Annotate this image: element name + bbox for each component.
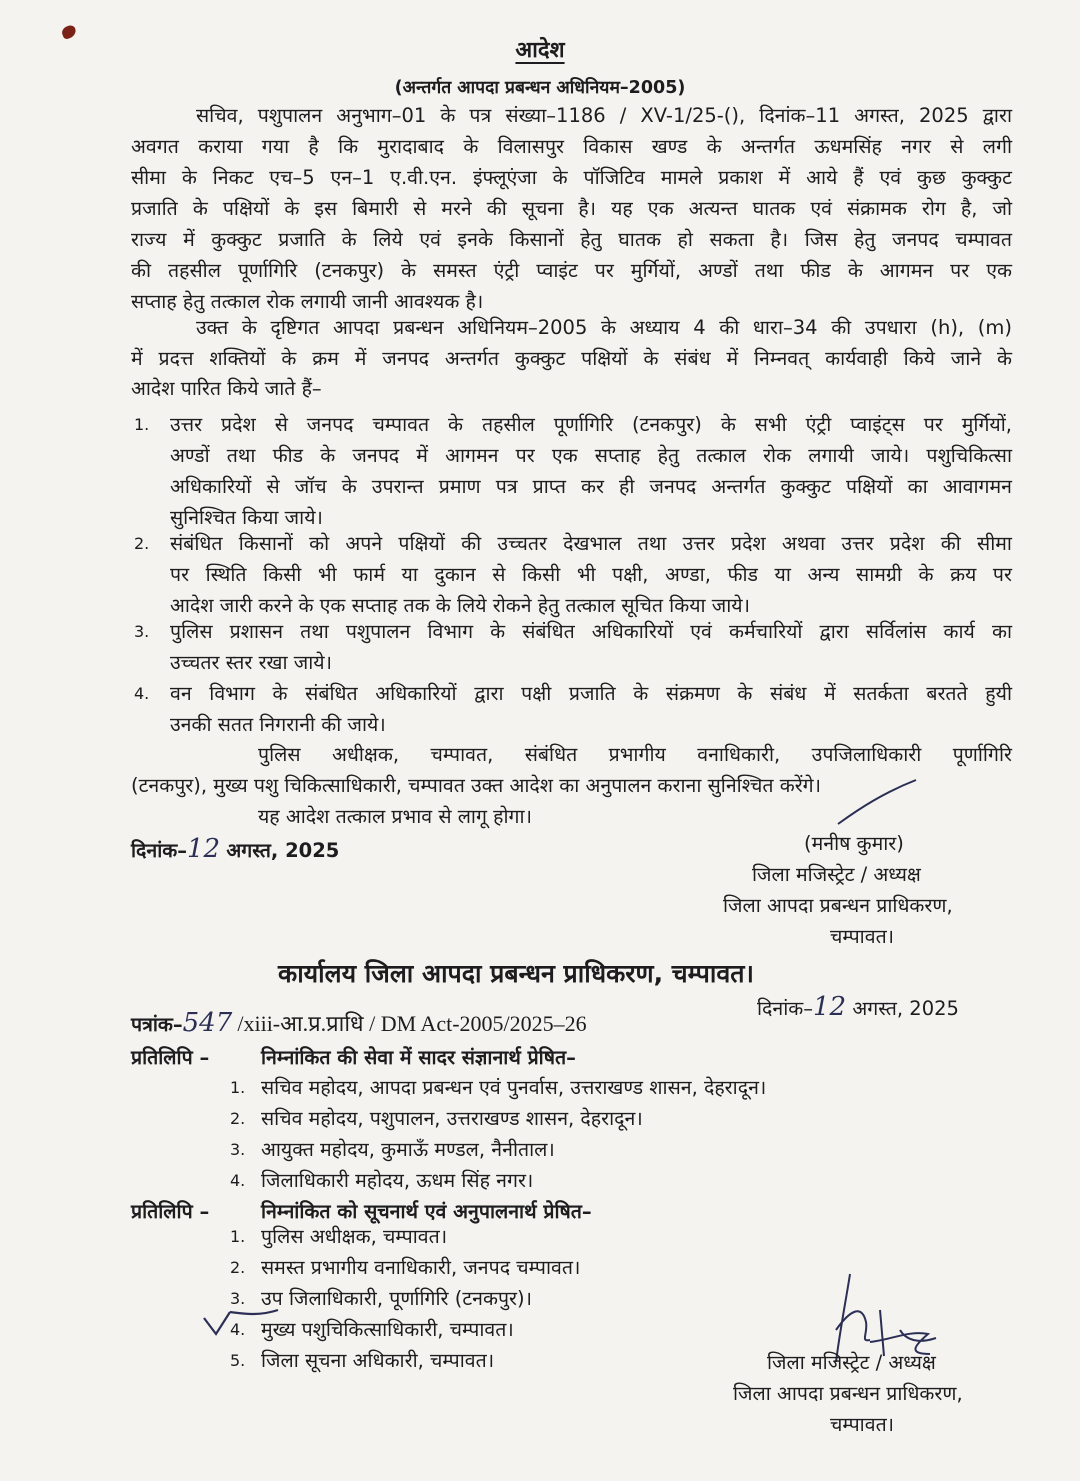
point-line: उनकी सतत निगरानी की जाये। — [170, 713, 386, 736]
para1-line: सप्ताह हेतु तत्काल रोक लगायी जानी आवश्यक है। — [131, 290, 484, 313]
copy-label: प्रतिलिपि – — [131, 1200, 210, 1223]
copy-item-number: 3. — [230, 1289, 246, 1308]
copy-item: पुलिस अधीक्षक, चम्पावत। — [261, 1225, 448, 1248]
copy-label: प्रतिलिपि – — [131, 1046, 210, 1069]
letter-number — [131, 1008, 587, 1038]
para1-line: की तहसील पूर्णागिरि (टनकपुर) के समस्त एंट्री प्वाइंट पर मुर्गियों, अण्डों तथा फीड के आगमन पर एक — [131, 259, 1012, 282]
date-month-year: अगस्त, 2025 — [852, 997, 959, 1020]
para1-line: सचिव, पशुपालन अनुभाग–01 के पत्र संख्या–1186 / XV-1/25-(), दिनांक–11 अगस्त, 2025 द्वारा — [196, 104, 1012, 127]
office-date — [757, 992, 959, 1022]
signatory-place: चम्पावत। — [830, 925, 895, 948]
check-mark-icon — [200, 1300, 280, 1340]
point-number: 4. — [134, 684, 150, 703]
date-label: दिनांक– — [131, 839, 188, 862]
para3-line: यह आदेश तत्काल प्रभाव से लागू होगा। — [258, 805, 532, 828]
handwritten-date-day: 12 — [187, 834, 221, 864]
point-line: सुनिश्चित किया जाये। — [170, 506, 323, 529]
signatory-authority: जिला आपदा प्रबन्धन प्राधिकरण, — [723, 894, 953, 917]
copy-item: जिलाधिकारी महोदय, ऊधम सिंह नगर। — [261, 1169, 534, 1192]
para3-line: पुलिस अधीक्षक, चम्पावत, संबंधित प्रभागीय वनाधिकारी, उपजिलाधिकारी पूर्णागिरि — [258, 743, 1012, 766]
copy-item: समस्त प्रभागीय वनाधिकारी, जनपद चम्पावत। — [261, 1256, 581, 1279]
point-line: अधिकारियों से जॉच के उपरान्त प्रमाण पत्र प्राप्त कर ही जनपद अन्तर्गत कुक्कुट पक्षियों का आवागमन — [170, 475, 1012, 498]
footer-signatory-place: चम्पावत। — [830, 1413, 895, 1436]
point-number: 1. — [134, 415, 150, 434]
copy-heading: निम्नांकित को सूचनार्थ एवं अनुपालनार्थ प्रेषित– — [261, 1200, 592, 1223]
copy-item: जिला सूचना अधिकारी, चम्पावत। — [261, 1349, 495, 1372]
copy-item-number: 5. — [230, 1351, 246, 1370]
order-title: आदेश — [515, 38, 565, 63]
date-label: दिनांक– — [757, 997, 814, 1020]
copy-item-number: 1. — [230, 1078, 246, 1097]
para1-line: राज्य में कुक्कुट प्रजाति के लिये एवं इनके किसानों हेतु घातक हो सकता है। जिस हेतु जनपद चम्पावत — [131, 228, 1012, 251]
copy-item: आयुक्त महोदय, कुमाऊँ मण्डल, नैनीताल। — [261, 1138, 555, 1161]
order-date — [131, 834, 339, 864]
copy-item-number: 3. — [230, 1140, 246, 1159]
copy-item-number: 1. — [230, 1227, 246, 1246]
para1-line: अवगत कराया गया है कि मुरादाबाद के विलासपुर विकास खण्ड के अन्तर्गत ऊधमसिंह नगर से लगी — [131, 135, 1012, 158]
handwritten-letter-number: 547 — [182, 1008, 233, 1038]
copy-item-number: 4. — [230, 1171, 246, 1190]
copy-heading: निम्नांकित की सेवा में सादर संज्ञानार्थ प्रेषित– — [261, 1046, 576, 1069]
para2-line: उक्त के दृष्टिगत आपदा प्रबन्धन अधिनियम–2005 के अध्याय 4 की धारा–34 की उपधारा (h), (m) — [196, 316, 1012, 339]
para1-line: प्रजाति के पक्षियों के इस बिमारी से मरने की सूचना है। यह एक अत्यन्त घातक एवं संक्रामक रोग है, जो — [131, 197, 1012, 220]
office-heading: कार्यालय जिला आपदा प्रबन्धन प्राधिकरण, चम्पावत। — [278, 959, 754, 988]
copy-item-number: 2. — [230, 1258, 246, 1277]
handwritten-date-day: 12 — [813, 992, 847, 1022]
order-subtitle: (अन्तर्गत आपदा प्रबन्धन अधिनियम–2005) — [394, 78, 686, 98]
copy-item: मुख्य पशुचिकित्साधिकारी, चम्पावत। — [261, 1318, 514, 1341]
para2-line: आदेश पारित किये जाते हैं– — [131, 377, 322, 400]
point-number: 2. — [134, 534, 150, 553]
letter-reference: /xiii-आ.प्र.प्राधि / DM Act-2005/2025–26 — [237, 1011, 587, 1036]
point-number: 3. — [134, 622, 150, 641]
point-line: अण्डों तथा फीड के जनपद में आगमन पर एक सप्ताह हेतु तत्काल रोक लगायी जाये। पशुचिकित्सा — [170, 444, 1012, 467]
para1-line: सीमा के निकट एच–5 एन–1 ए.वी.एन. इंफ्लूएंजा के पॉजिटिव मामले प्रकाश में आये हैं एवं कुछ कुक्कुट — [131, 166, 1012, 189]
para3-line: (टनकपुर), मुख्य पशु चिकित्साधिकारी, चम्पावत उक्त आदेश का अनुपालन कराना सुनिश्चित करेंगे। — [131, 774, 822, 797]
point-line: पर स्थिति किसी भी फार्म या दुकान से किसी भी पक्षी, अण्डा, फीड या अन्य सामग्री के क्रय पर — [170, 563, 1012, 586]
footer-signatory-authority: जिला आपदा प्रबन्धन प्राधिकरण, — [733, 1382, 963, 1405]
copy-item-number: 2. — [230, 1109, 246, 1128]
date-month-year: अगस्त, 2025 — [226, 839, 340, 862]
copy-item: उप जिलाधिकारी, पूर्णागिरि (टनकपुर)। — [261, 1287, 533, 1310]
point-line: वन विभाग के संबंधित अधिकारियों द्वारा पक्षी प्रजाति के संक्रमण के संबंध में सतर्कता बरतते हुयी — [170, 682, 1012, 705]
copy-item-number: 4. — [230, 1320, 246, 1339]
point-line: पुलिस प्रशासन तथा पशुपालन विभाग के संबंधित अधिकारियों एवं कर्मचारियों द्वारा सर्विलांस कार्य का — [170, 620, 1012, 643]
copy-item: सचिव महोदय, आपदा प्रबन्धन एवं पुनर्वास, उत्तराखण्ड शासन, देहरादून। — [261, 1076, 767, 1099]
point-line: उच्चतर स्तर रखा जाये। — [170, 651, 332, 674]
point-line: उत्तर प्रदेश से जनपद चम्पावत के तहसील पूर्णागिरि (टनकपुर) के सभी एंट्री प्वाइंट्स पर मुर्गियों, — [170, 413, 1012, 436]
point-line: आदेश जारी करने के एक सप्ताह तक के लिये रोकने हेतु तत्काल सूचित किया जाये। — [170, 594, 750, 617]
letter-label: पत्रांक– — [131, 1013, 183, 1036]
footer-signatory-designation: जिला मजिस्ट्रेट / अध्यक्ष — [767, 1351, 936, 1374]
signatory-designation: जिला मजिस्ट्रेट / अध्यक्ष — [752, 863, 921, 886]
signatory-name: (मनीष कुमार) — [804, 832, 904, 855]
signature-mark — [830, 778, 920, 828]
point-line: संबंधित किसानों को अपने पक्षियों की उच्चतर देखभाल तथा उत्तर प्रदेश अथवा उत्तर प्रदेश की सीमा — [170, 532, 1012, 555]
copy-item: सचिव महोदय, पशुपालन, उत्तराखण्ड शासन, देहरादून। — [261, 1107, 643, 1130]
para2-line: में प्रदत्त शक्तियों के क्रम में जनपद अन्तर्गत कुक्कुट पक्षियों के संबंध में निम्नवत् कार्यवाही किये जाने के — [131, 347, 1012, 370]
